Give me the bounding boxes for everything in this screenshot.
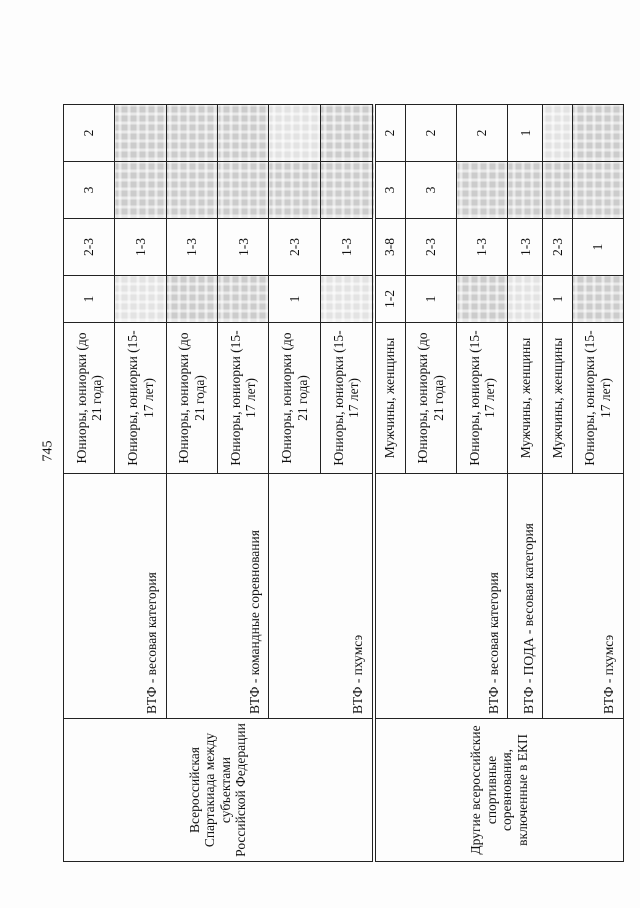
shaded-cell [218, 162, 269, 219]
shaded-cell [166, 162, 217, 219]
shaded-cell [320, 276, 374, 323]
group-cell: Юниоры, юниорки (15-17 лет) [320, 323, 374, 474]
value-cell: 1 [543, 276, 572, 323]
value-cell: 2 [374, 105, 405, 162]
group-cell: Юниоры, юниорки (15-17 лет) [115, 323, 166, 474]
event-cell: ВТФ - ПОДА - весовая категория [508, 474, 543, 719]
value-cell: 1-3 [115, 219, 166, 276]
shaded-cell [269, 105, 320, 162]
event-cell: ВТФ - весовая категория [64, 474, 167, 719]
value-cell: 1 [269, 276, 320, 323]
group-cell: Юниоры, юниорки (15-17 лет) [572, 323, 623, 474]
shaded-cell [115, 105, 166, 162]
value-cell: 2-3 [543, 219, 572, 276]
shaded-cell [572, 162, 623, 219]
shaded-cell [457, 276, 508, 323]
value-cell: 1 [405, 276, 456, 323]
value-cell: 1-3 [320, 219, 374, 276]
shaded-cell [572, 276, 623, 323]
shaded-cell [508, 162, 543, 219]
event-cell: ВТФ - командные соревнования [166, 474, 269, 719]
competition-cell: Всероссийская Спартакиада между субъектами Российской Федерации [64, 719, 374, 862]
shaded-cell [269, 162, 320, 219]
value-cell: 1 [572, 219, 623, 276]
value-cell: 3 [374, 162, 405, 219]
shaded-cell [166, 105, 217, 162]
sports-rank-table [63, 104, 624, 862]
value-cell: 1-3 [508, 219, 543, 276]
group-cell: Юниоры, юниорки (15-17 лет) [218, 323, 269, 474]
group-cell: Мужчины, женщины [374, 323, 405, 474]
value-cell: 2-3 [269, 219, 320, 276]
value-cell: 2 [457, 105, 508, 162]
group-cell: Юниоры, юниорки (до 21 года) [269, 323, 320, 474]
value-cell: 3 [405, 162, 456, 219]
event-cell: ВТФ - пхумсэ [269, 474, 374, 719]
shaded-cell [320, 105, 374, 162]
value-cell: 2-3 [64, 219, 115, 276]
event-cell: ВТФ - пхумсэ [543, 474, 624, 719]
value-cell: 1-3 [218, 219, 269, 276]
page-number: 745 [40, 440, 56, 462]
group-cell: Юниоры, юниорки (до 21 года) [405, 323, 456, 474]
shaded-cell [115, 162, 166, 219]
competition-cell: Другие всероссийские спортивные соревнования, включенные в ЕКП [374, 719, 624, 862]
value-cell: 1-2 [374, 276, 405, 323]
shaded-cell [320, 162, 374, 219]
group-cell: Юниоры, юниорки (15-17 лет) [457, 323, 508, 474]
shaded-cell [543, 105, 572, 162]
value-cell: 2 [64, 105, 115, 162]
group-cell: Мужчины, женщины [508, 323, 543, 474]
group-cell: Юниоры, юниорки (до 21 года) [64, 323, 115, 474]
value-cell: 2 [405, 105, 456, 162]
table-row [64, 105, 115, 862]
group-cell: Мужчины, женщины [543, 323, 572, 474]
table-row [374, 105, 405, 862]
shaded-cell [166, 276, 217, 323]
group-cell: Юниоры, юниорки (до 21 года) [166, 323, 217, 474]
shaded-cell [218, 105, 269, 162]
value-cell: 1-3 [166, 219, 217, 276]
value-cell: 3 [64, 162, 115, 219]
shaded-cell [457, 162, 508, 219]
value-cell: 1 [508, 105, 543, 162]
event-cell: ВТФ - весовая категория [374, 474, 508, 719]
shaded-cell [218, 276, 269, 323]
shaded-cell [508, 276, 543, 323]
value-cell: 3-8 [374, 219, 405, 276]
value-cell: 1-3 [457, 219, 508, 276]
value-cell: 2-3 [405, 219, 456, 276]
rotated-table-container [63, 105, 624, 862]
shaded-cell [115, 276, 166, 323]
shaded-cell [543, 162, 572, 219]
value-cell: 1 [64, 276, 115, 323]
shaded-cell [572, 105, 623, 162]
